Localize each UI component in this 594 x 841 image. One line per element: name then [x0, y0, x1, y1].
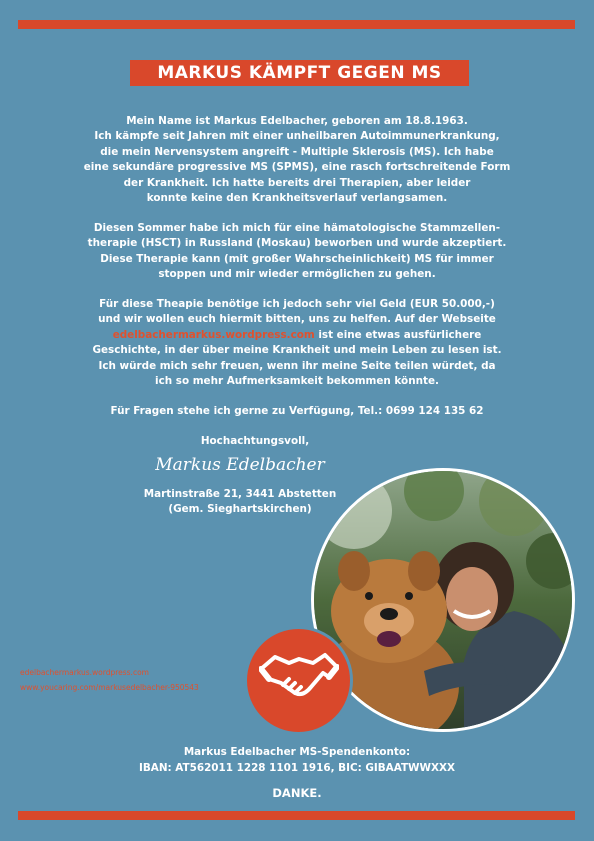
intro-line: konnte keine den Krankheitsverlauf verlangsamen. [146, 192, 448, 205]
address-region: (Gem. Sieghartskirchen) [168, 503, 312, 515]
appeal-paragraph [60, 297, 534, 389]
intro-paragraph [60, 114, 534, 206]
intro-line: eine sekundäre progressive MS (SPMS), eine rasch fortschreitende Form [83, 161, 511, 174]
account-iban: IBAN: AT562011 1228 1101 1916, BIC: GIBAATWWXXX [139, 762, 455, 774]
intro-line: Ich kämpfe seit Jahren mit einer unheilbaren Autoimmunerkrankung, [94, 130, 500, 143]
weblink-wordpress[interactable]: edelbachermarkus.wordpress.com [20, 668, 149, 677]
appeal-line-rest: ist eine etwas ausfürlichere [314, 328, 482, 341]
top-accent-bar [18, 20, 575, 29]
appeal-line: ich so mehr Aufmerksamkeit bekommen könnte. [155, 375, 439, 388]
weblink-youcaring[interactable]: www.youcaring.com/markusedelbacher-950543 [20, 683, 199, 692]
appeal-line: Ich würde mich sehr freuen, wenn ihr meine Seite teilen würdet, da [98, 359, 496, 372]
account-name: Markus Edelbacher MS-Spendenkonto: [183, 746, 411, 758]
therapy-paragraph [60, 221, 534, 283]
handshake-icon [259, 647, 339, 709]
bottom-accent-bar [18, 811, 575, 820]
contact-line: Für Fragen stehe ich gerne zu Verfügung, Tel.: 0699 124 135 62 [110, 405, 484, 417]
intro-line: der Krankheit. Ich hatte bereits drei Therapien, aber leider [123, 176, 471, 189]
greeting: Hochachtungsvoll, [200, 435, 310, 447]
thanks-text: DANKE. [272, 786, 322, 800]
therapy-line: Diesen Sommer habe ich mich für eine hämatologische Stammzellen- [93, 222, 501, 234]
therapy-line: therapie (HSCT) in Russland (Moskau) beworben und wurde akzeptiert. [87, 237, 507, 250]
handshake-badge [244, 626, 353, 735]
appeal-line: und wir wollen euch hiermit bitten, uns zu helfen. Auf der Webseite [98, 313, 496, 326]
page-title: MARKUS KÄMPFT GEGEN MS [130, 60, 469, 86]
portrait-photo-illustration [314, 471, 572, 729]
signature: Markus Edelbacher [155, 455, 325, 475]
weblinks [20, 665, 199, 695]
postal-address [140, 487, 340, 517]
intro-line: die mein Nervensystem angreift - Multiple Sklerosis (MS). Ich habe [100, 145, 494, 158]
address-street: Martinstraße 21, 3441 Abstetten [143, 488, 337, 500]
therapy-line: Diese Therapie kann (mit großer Wahrscheinlichkeit) MS für immer [100, 252, 494, 265]
intro-line: Mein Name ist Markus Edelbacher, geboren am 18.8.1963. [126, 115, 468, 127]
therapy-line: stoppen und mir wieder ermöglichen zu gehen. [158, 268, 436, 281]
appeal-line: Geschichte, in der über meine Krankheit und mein Leben zu lesen ist. [92, 344, 502, 357]
appeal-line: Für diese Theapie benötige ich jedoch sehr viel Geld (EUR 50.000,-) [99, 298, 495, 310]
website-link[interactable]: edelbachermarkus.wordpress.com [112, 328, 315, 341]
donation-account [100, 744, 494, 776]
appeal-line [60, 328, 534, 343]
